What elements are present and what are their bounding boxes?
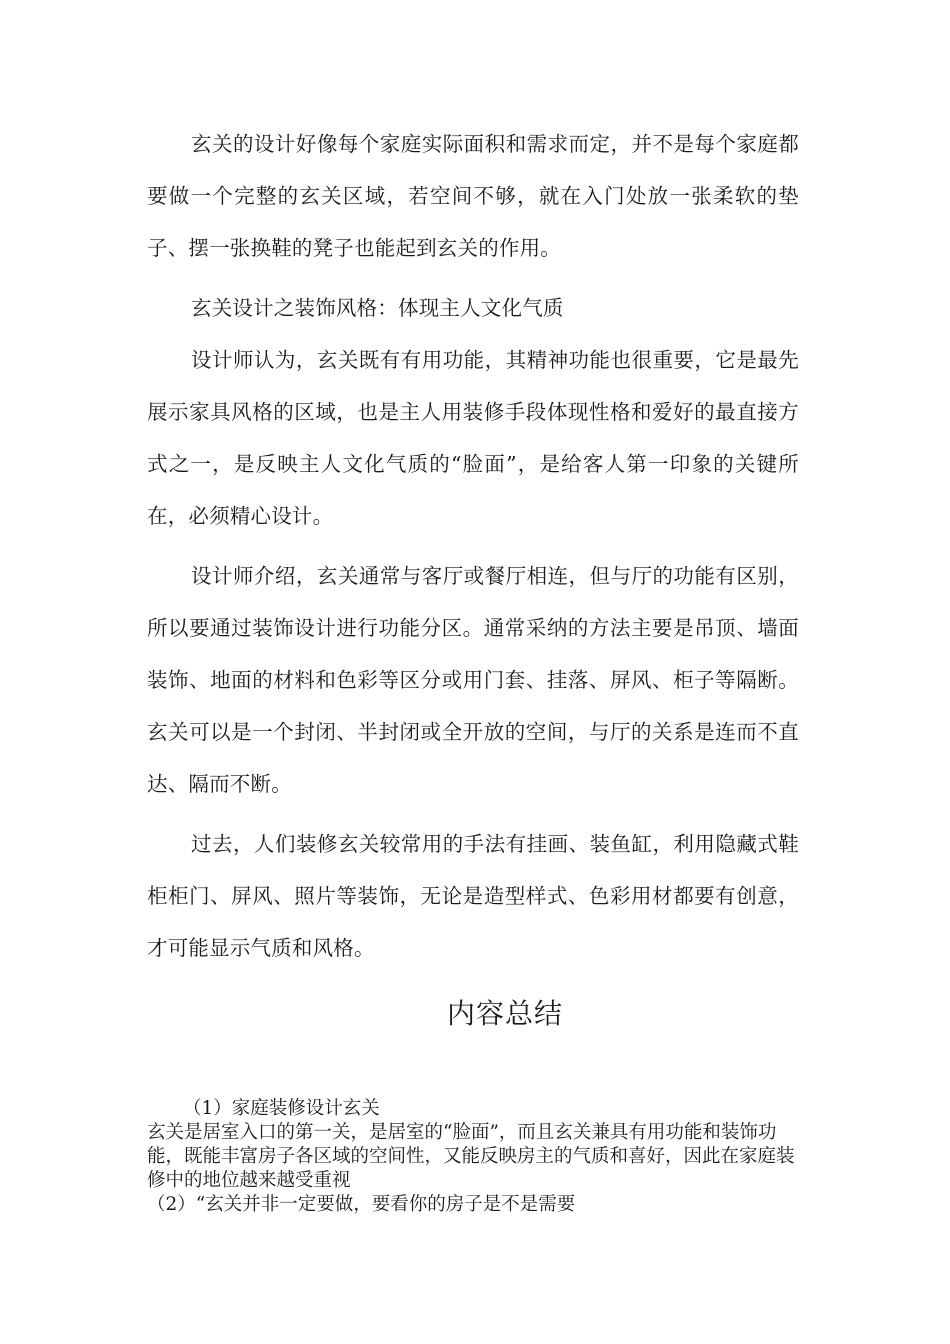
summary-section (147, 1097, 797, 1217)
section-heading: 玄关设计之装饰风格：体现主人文化气质 (191, 296, 564, 320)
body-text (147, 118, 799, 982)
paragraph: 设计师介绍，玄关通常与客厅或餐厅相连，但与厅的功能有区别，所以要通过装饰设计进行功能分区。通常采纳的方法主要是吊顶、墙面装饰、地面的材料和色彩等区分或用门套、挂落、屏风、柜子等隔断。玄关可以是一个封闭、半封闭或全开放的空间，与厅的关系是连而不直达、隔而不断。 (147, 564, 799, 796)
summary-item-heading: （2）“玄关并非一定要做，要看你的房子是不是需要 (147, 1194, 576, 1215)
summary-item-body: 玄关是居室入口的第一关，是居室的“脸面”，而且玄关兼具有用功能和装饰功能，既能丰富房子各区域的空间性，又能反映房主的气质和喜好，因此在家庭装修中的地位越来越受重视 (147, 1122, 795, 1191)
summary-title: 内容总结 (446, 997, 563, 1030)
summary-item-heading: （1）家庭装修设计玄关 (183, 1098, 380, 1119)
paragraph: 设计师认为，玄关既有有用功能，其精神功能也很重要，它是最先展示家具风格的区域，也是主人用装修手段体现性格和爱好的最直接方式之一，是反映主人文化气质的“脸面”，是给客人第一印象的关键所在，必须精心设计。 (147, 348, 799, 528)
paragraph: 过去，人们装修玄关较常用的手法有挂画、装鱼缸，利用隐藏式鞋柜柜门、屏风、照片等装饰，无论是造型样式、色彩用材都要有创意，才可能显示气质和风格。 (147, 832, 799, 960)
paragraph: 玄关的设计好像每个家庭实际面积和需求而定，并不是每个家庭都要做一个完整的玄关区域，若空间不够，就在入门处放一张柔软的垫子、摆一张换鞋的凳子也能起到玄关的作用。 (147, 132, 799, 260)
